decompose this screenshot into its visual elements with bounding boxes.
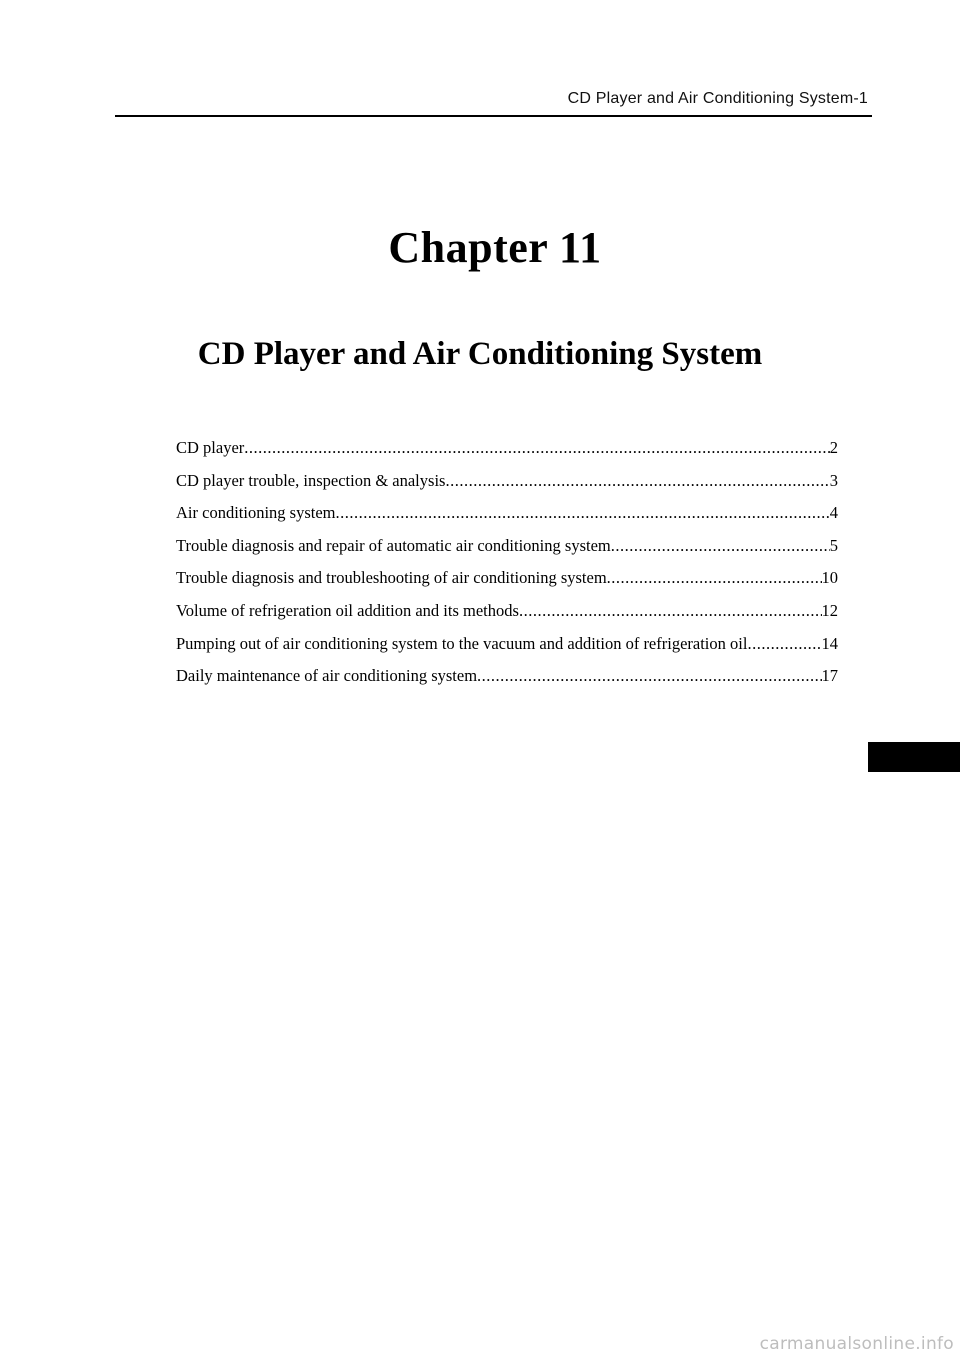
toc-entry-page: 4 [829, 503, 838, 523]
chapter-thumb-tab [868, 742, 960, 772]
toc-entry[interactable] [176, 634, 838, 667]
chapter-title: CD Player and Air Conditioning System [197, 336, 763, 372]
toc-entry-page: 2 [829, 438, 838, 457]
toc-entry[interactable] [176, 503, 838, 536]
header-rule [115, 115, 872, 117]
toc-entry-title: CD player [176, 438, 245, 457]
toc-leader [244, 438, 829, 458]
toc-leader [607, 568, 822, 588]
toc-leader [519, 601, 822, 621]
toc-entry[interactable] [176, 471, 838, 504]
toc-entry[interactable] [176, 666, 838, 699]
toc-entry-title: Volume of refrigeration oil addition and its methods [176, 600, 519, 620]
toc-entry-title: Pumping out of air conditioning system to the vacuum and addition of refrigeration oil [176, 633, 748, 653]
toc-entry[interactable] [176, 438, 838, 471]
toc-entry-title: Trouble diagnosis and troubleshooting of air conditioning system [176, 568, 607, 588]
toc-entry-page: 3 [829, 470, 838, 490]
toc-entry-title: Daily maintenance of air conditioning system [176, 666, 478, 686]
toc-leader [445, 471, 829, 491]
toc-entry-page: 17 [821, 666, 838, 686]
toc-entry-page: 14 [821, 633, 838, 653]
toc-entry-title: Trouble diagnosis and repair of automatic air conditioning system [176, 535, 611, 555]
toc-leader [747, 634, 821, 654]
toc-entry-page: 12 [821, 600, 838, 620]
toc-leader [336, 503, 830, 523]
table-of-contents [176, 438, 838, 699]
watermark: carmanualsonline.info [759, 1334, 954, 1354]
running-header: CD Player and Air Conditioning System-1 [567, 90, 868, 107]
toc-entry-page: 5 [829, 535, 838, 555]
toc-entry-title: CD player trouble, inspection & analysis [176, 470, 446, 490]
toc-entry-title: Air conditioning system [176, 503, 336, 523]
toc-entry[interactable] [176, 568, 838, 601]
toc-leader [477, 666, 821, 686]
toc-entry[interactable] [176, 601, 838, 634]
toc-leader [611, 536, 830, 556]
chapter-number: Chapter 11 [388, 223, 602, 272]
toc-entry-page: 10 [821, 568, 838, 588]
toc-entry[interactable] [176, 536, 838, 569]
